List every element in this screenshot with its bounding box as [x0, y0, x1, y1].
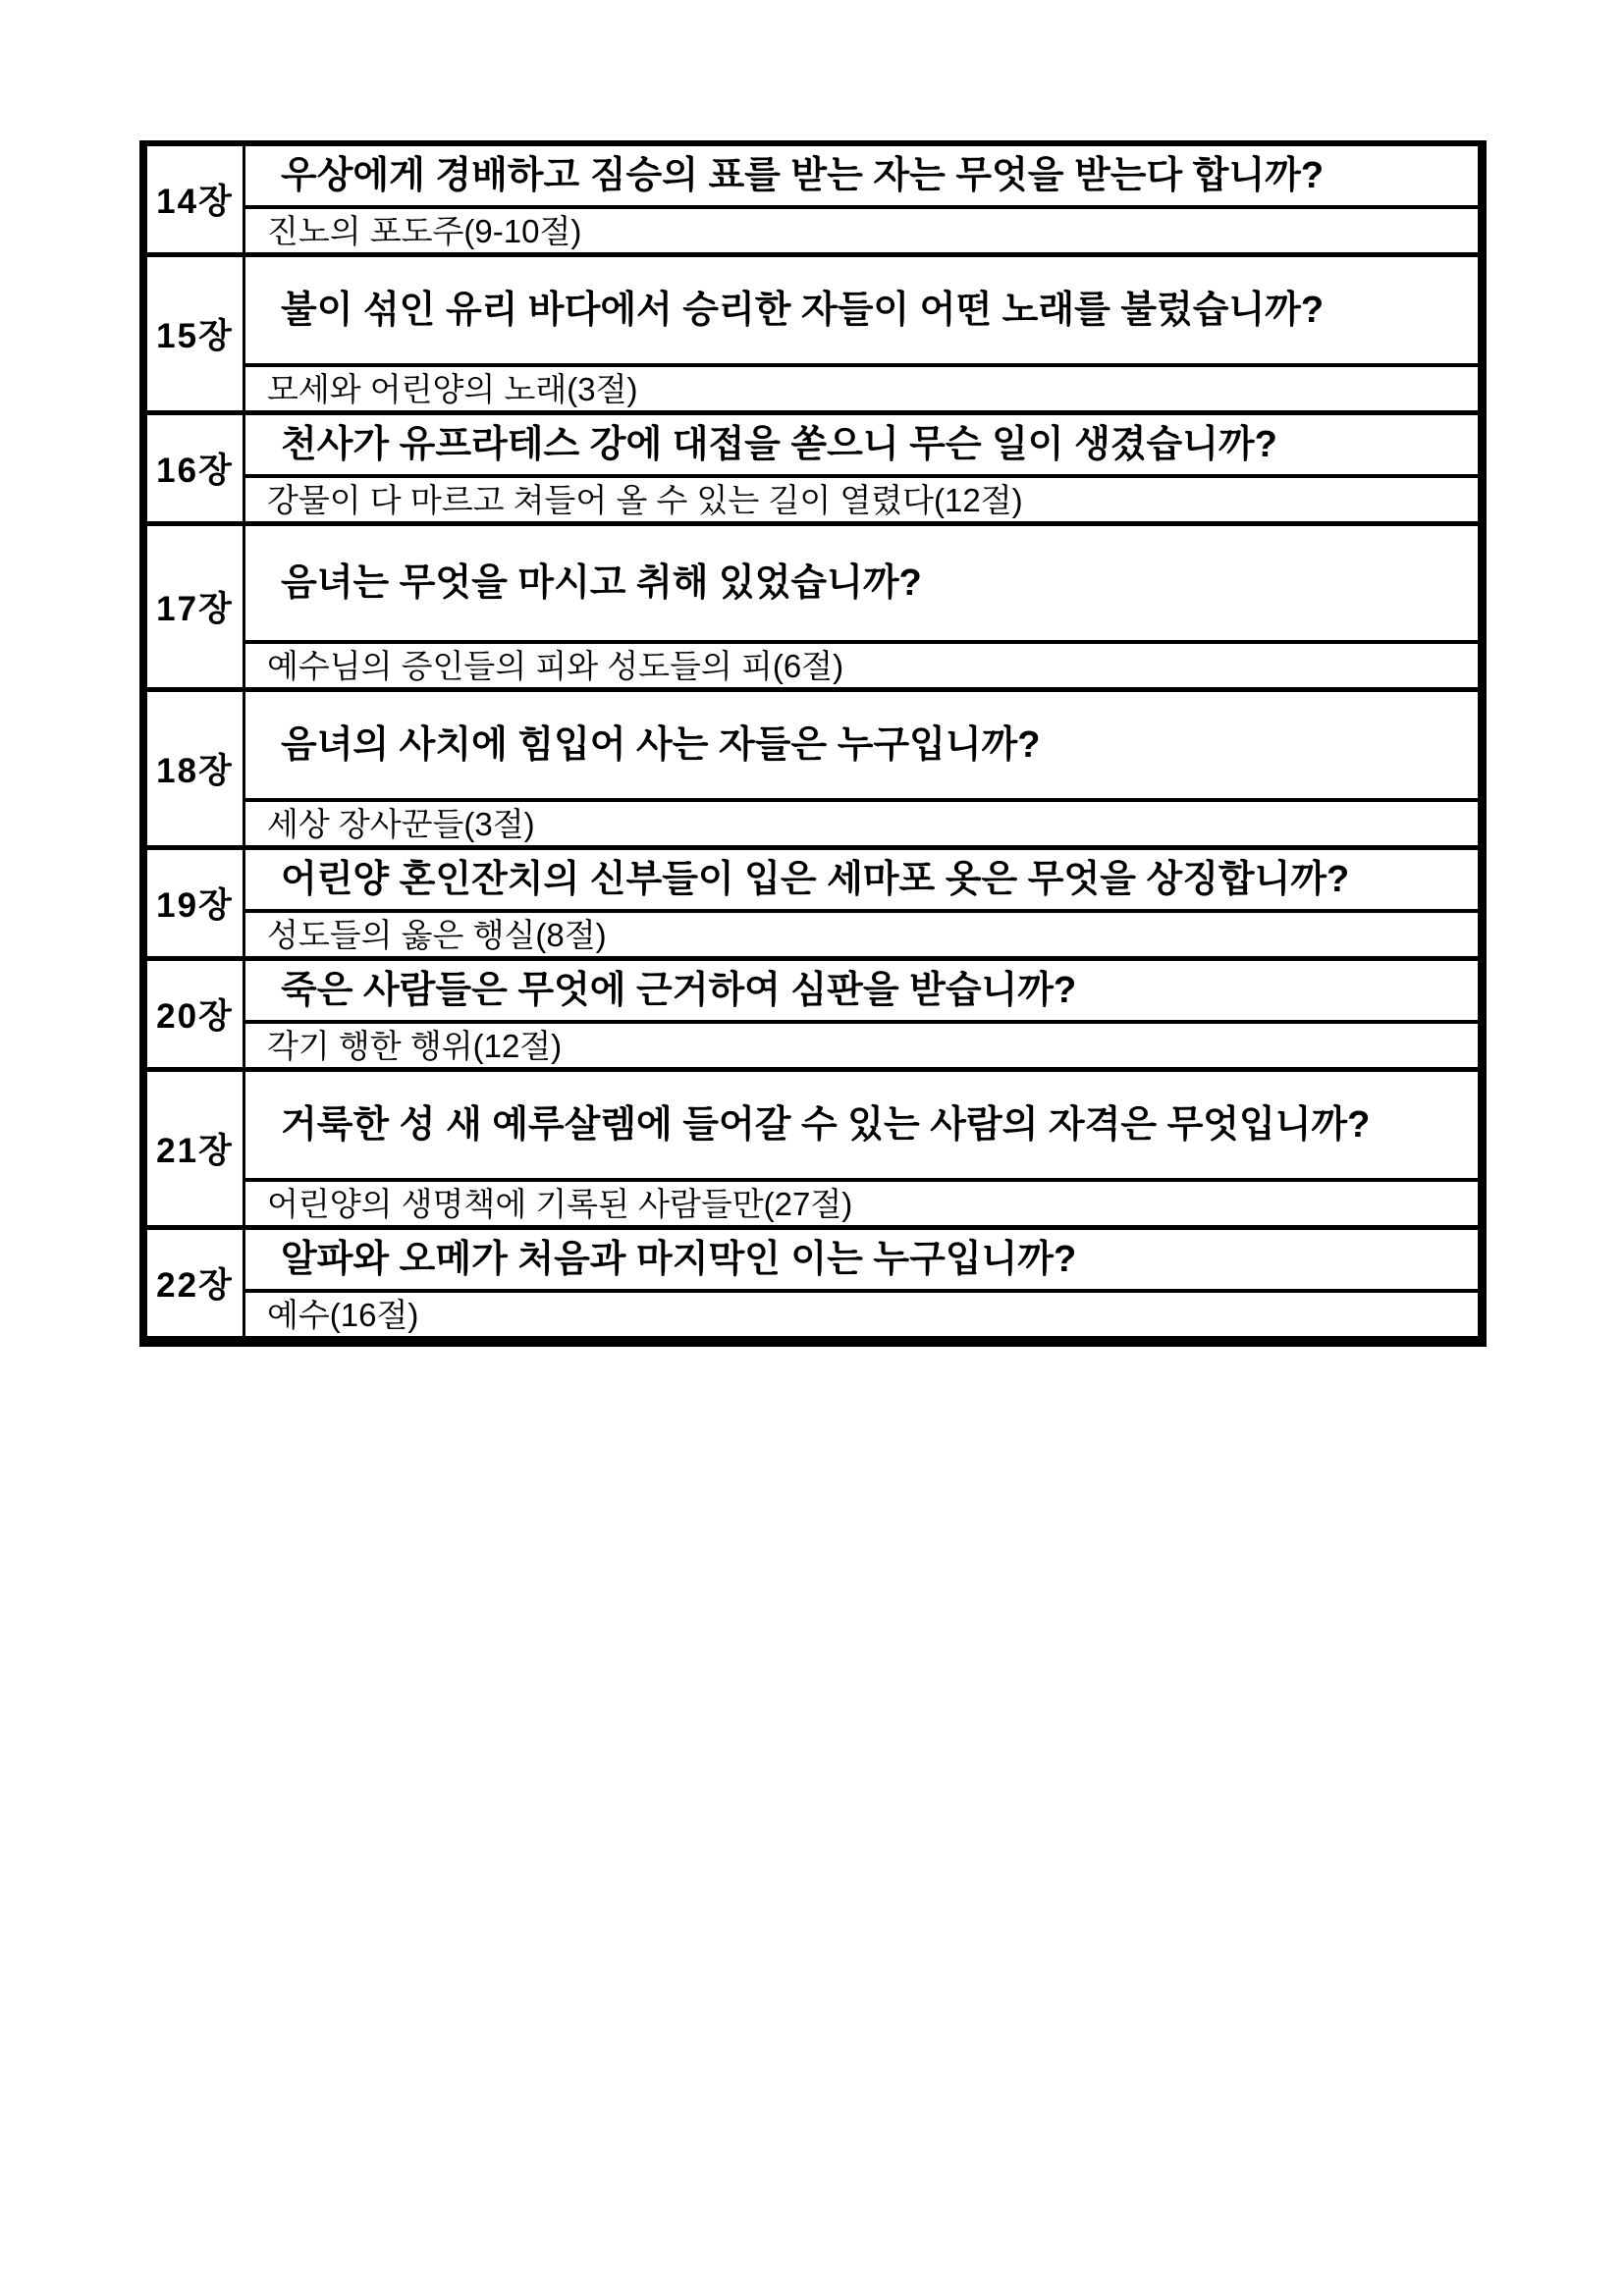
answer-text: 예수님의 증인들의 피와 성도들의 피(6절)	[267, 647, 844, 684]
question-text: 불이 섞인 유리 바다에서 승리한 자들이 어떤 노래를 불렀습니까?	[245, 257, 1478, 367]
chapter-block-20	[147, 956, 1478, 1067]
answer-text: 진노의 포도주(9-10절)	[267, 212, 582, 249]
question-text: 음녀는 무엇을 마시고 취해 있었습니까?	[245, 526, 1478, 644]
question-text: 알파와 오메가 처음과 마지막인 이는 누구입니까?	[245, 1230, 1478, 1293]
question-text: 우상에게 경배하고 짐승의 표를 받는 자는 무엇을 받는다 합니까?	[245, 146, 1478, 209]
answer-text: 예수(16절)	[267, 1296, 419, 1333]
chapter-block-14	[147, 146, 1478, 252]
chapter-label: 16장	[147, 415, 245, 521]
question-text: 거룩한 성 새 예루살렘에 들어갈 수 있는 사람의 자격은 무엇입니까?	[245, 1072, 1478, 1182]
chapter-label: 17장	[147, 526, 245, 687]
chapter-label: 20장	[147, 961, 245, 1067]
qa-table	[139, 140, 1487, 1347]
chapter-block-15	[147, 252, 1478, 410]
answer-text: 모세와 어린양의 노래(3절)	[267, 370, 638, 407]
chapter-label: 19장	[147, 850, 245, 956]
chapter-block-21	[147, 1067, 1478, 1225]
answer-text: 어린양의 생명책에 기록된 사람들만(27절)	[267, 1185, 853, 1222]
question-text: 죽은 사람들은 무엇에 근거하여 심판을 받습니까?	[245, 961, 1478, 1024]
chapter-block-16	[147, 410, 1478, 521]
question-text: 천사가 유프라테스 강에 대접을 쏟으니 무슨 일이 생겼습니까?	[245, 415, 1478, 478]
answer-text: 각기 행한 행위(12절)	[267, 1027, 563, 1064]
answer-text: 성도들의 옳은 행실(8절)	[267, 916, 607, 953]
chapter-block-19	[147, 845, 1478, 956]
chapter-block-17	[147, 521, 1478, 687]
chapter-label: 15장	[147, 257, 245, 410]
chapter-label: 21장	[147, 1072, 245, 1225]
answer-text: 세상 장사꾼들(3절)	[267, 805, 535, 842]
chapter-block-22	[147, 1225, 1478, 1336]
answer-text: 강물이 다 마르고 쳐들어 올 수 있는 길이 열렸다(12절)	[267, 481, 1023, 518]
chapter-label: 14장	[147, 146, 245, 252]
chapter-label: 18장	[147, 692, 245, 845]
chapter-block-18	[147, 687, 1478, 845]
question-text: 어린양 혼인잔치의 신부들이 입은 세마포 옷은 무엇을 상징합니까?	[245, 850, 1478, 913]
question-text: 음녀의 사치에 힘입어 사는 자들은 누구입니까?	[245, 692, 1478, 802]
chapter-label: 22장	[147, 1230, 245, 1336]
